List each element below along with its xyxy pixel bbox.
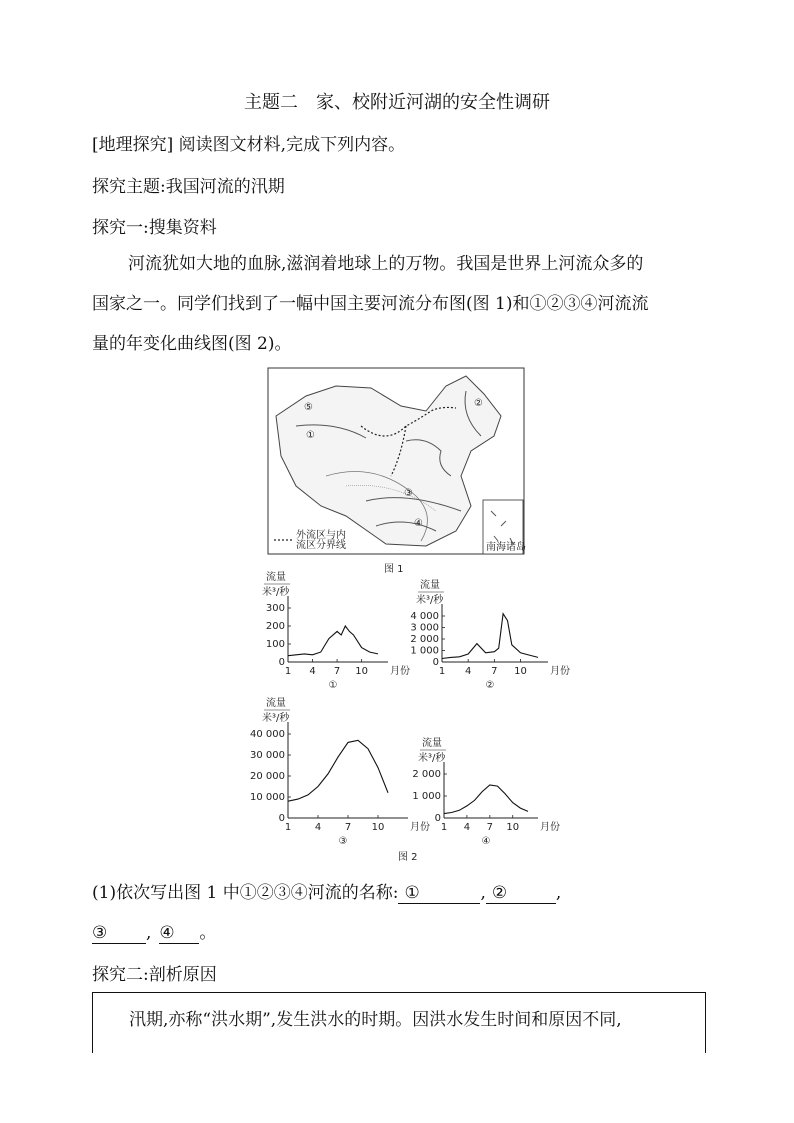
flow-series-line	[444, 785, 528, 814]
x-tick-label: 10	[514, 666, 527, 677]
chart-label: ③	[338, 836, 348, 847]
marker-4: ④	[414, 518, 423, 529]
chart-label: ④	[481, 836, 491, 847]
blank-label: ①	[404, 883, 420, 903]
y-label-top: 流量	[266, 698, 286, 709]
answer-blank-3[interactable]	[92, 923, 146, 944]
y-tick-label: 10 000	[250, 792, 285, 803]
y-label-top: 流量	[422, 738, 442, 749]
paragraph-line: 量的年变化曲线图(图 2)。	[92, 334, 292, 354]
x-tick-label: 10	[506, 822, 520, 833]
instruction-line: [地理探究] 阅读图文材料,完成下列内容。	[92, 135, 406, 155]
chart-label: ①	[328, 680, 338, 691]
x-tick-label: 7	[486, 822, 494, 833]
map-legend-line2: 流区分界线	[296, 540, 346, 551]
y-tick-label: 1 000	[410, 645, 439, 657]
flow-series-line	[288, 740, 388, 801]
y-tick-label: 0	[278, 813, 285, 824]
x-axis-label: 月份	[390, 666, 410, 677]
y-label-unit: 米³/秒	[416, 595, 444, 606]
question-prefix: (1)依次写出图 1 中①②③④河流的名称:	[92, 883, 399, 903]
corner-label: 南海诸岛	[486, 542, 526, 553]
y-tick-label: 100	[265, 639, 285, 650]
blank-label: ④	[159, 923, 175, 943]
blank-label: ②	[491, 883, 508, 903]
separator: ,	[480, 883, 486, 903]
separator: ,	[555, 883, 562, 903]
definition-box	[92, 992, 706, 1053]
flow-charts	[246, 572, 570, 864]
blank-label: ③	[92, 923, 108, 943]
y-label-top: 流量	[420, 580, 440, 591]
y-tick-label: 40 000	[250, 729, 285, 740]
paragraph-line: 国家之一。同学们找到了一幅中国主要河流分布图(图 1)和①②③④河流流	[92, 294, 649, 314]
fig2-caption: 图 2	[398, 852, 418, 863]
x-tick-label: 7	[333, 666, 341, 677]
paragraph-line: 河流犹如大地的血脉,滋润着地球上的万物。我国是世界上河流众多的	[128, 254, 644, 274]
page-title: 主题二 家、校附近河湖的安全性调研	[244, 92, 550, 113]
answer-blank-1[interactable]	[398, 883, 480, 904]
y-tick-label: 2 000	[410, 634, 439, 645]
flow-series-line	[288, 626, 378, 656]
y-tick-label: 2 000	[412, 769, 441, 780]
x-tick-label: 7	[491, 666, 498, 677]
section-heading-1: 探究一:搜集资料	[92, 218, 217, 238]
x-tick-label: 1	[440, 822, 448, 833]
x-tick-label: 4	[464, 666, 472, 677]
map-caption: 图 1	[384, 564, 404, 575]
flow-series-line	[442, 614, 538, 659]
x-axis-label: 月份	[550, 666, 570, 677]
topic-line: 探究主题:我国河流的汛期	[92, 177, 285, 197]
y-tick-label: 200	[265, 621, 285, 632]
x-axis-label: 月份	[540, 822, 560, 833]
answer-blank-4[interactable]	[159, 923, 199, 944]
x-tick-label: 1	[438, 666, 446, 677]
x-tick-label: 4	[309, 666, 316, 677]
x-tick-label: 1	[284, 666, 292, 677]
y-label-top: 流量	[266, 572, 286, 583]
marker-5: ⑤	[304, 402, 313, 413]
y-tick-label: 20 000	[250, 771, 285, 782]
x-tick-label: 1	[284, 822, 292, 833]
question-1	[92, 878, 561, 904]
x-tick-label: 7	[344, 822, 352, 833]
y-tick-label: 30 000	[250, 750, 285, 761]
y-tick-label: 4 000	[410, 611, 439, 622]
x-tick-label: 4	[463, 822, 471, 833]
y-label-unit: 米³/秒	[262, 713, 290, 724]
separator: 。	[199, 923, 217, 943]
marker-1: ①	[306, 430, 315, 441]
x-tick-label: 10	[371, 822, 385, 833]
china-rivers-map	[266, 366, 526, 580]
marker-3: ③	[404, 488, 413, 499]
x-tick-label: 4	[314, 822, 322, 833]
x-axis-label: 月份	[410, 822, 430, 833]
x-tick-label: 10	[355, 666, 369, 677]
paragraph-1	[92, 244, 704, 364]
chart-label: ②	[485, 680, 495, 691]
y-tick-label: 0	[278, 657, 285, 668]
y-label-unit: 米³/秒	[418, 753, 446, 764]
definition-text: 汛期,亦称“洪水期”,发生洪水的时期。因洪水发生时间和原因不同,	[129, 1010, 622, 1030]
y-tick-label: 0	[434, 813, 441, 824]
y-tick-label: 300	[265, 603, 285, 614]
separator: ,	[146, 923, 152, 943]
marker-2: ②	[474, 398, 483, 409]
y-tick-label: 1 000	[412, 791, 441, 802]
question-1-cont	[92, 918, 216, 944]
y-tick-label: 3 000	[410, 622, 439, 634]
y-tick-label: 0	[432, 657, 439, 668]
map-legend-line1: 外流区与内	[296, 530, 346, 541]
y-label-unit: 米³/秒	[262, 587, 290, 598]
section-heading-2: 探究二:剖析原因	[92, 965, 217, 985]
answer-blank-2[interactable]	[486, 883, 556, 904]
